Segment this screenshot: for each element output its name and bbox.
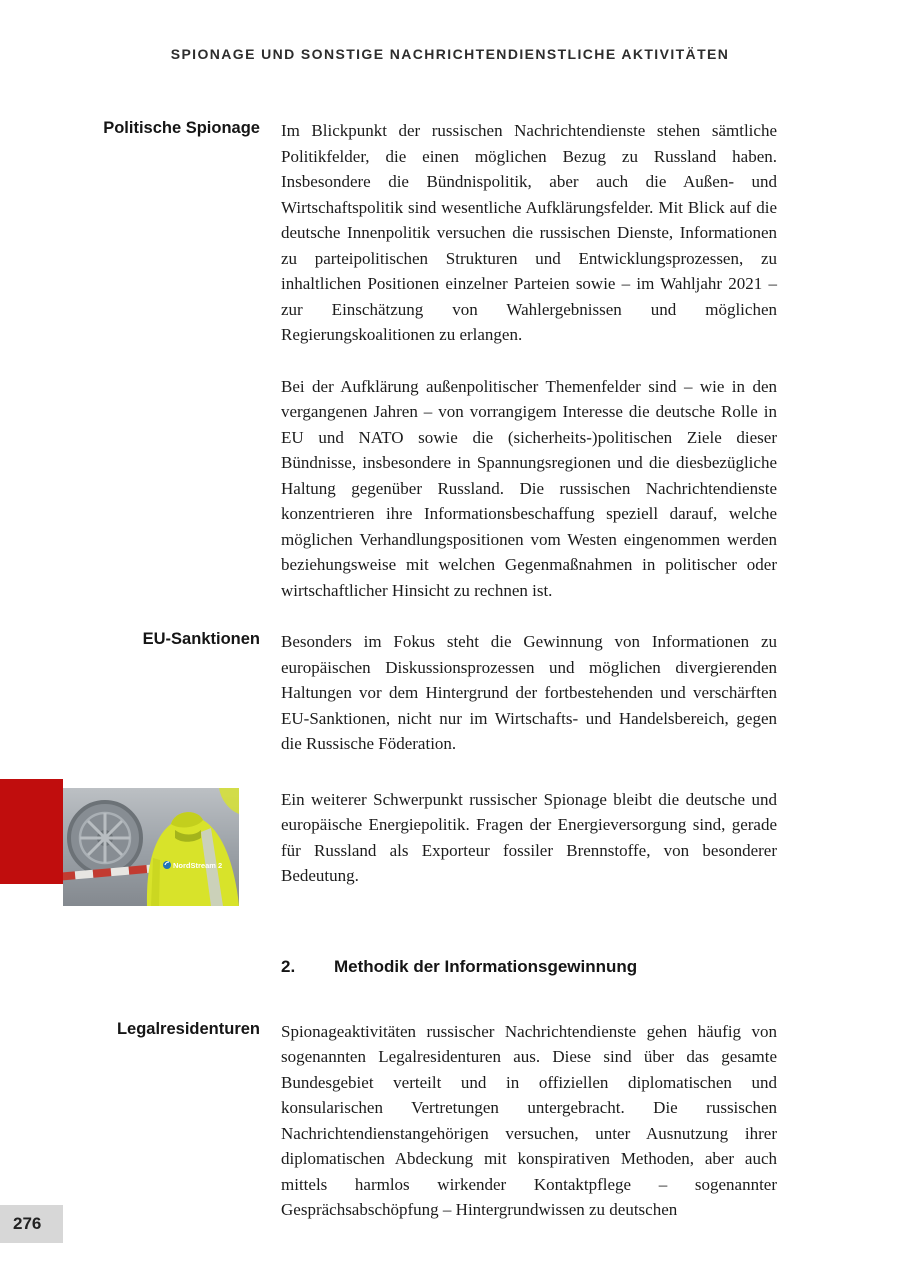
margin-label-legalresidenturen: Legalresidenturen xyxy=(116,1019,260,1038)
section-energiepolitik xyxy=(0,787,900,906)
section-title: Methodik der Informationsgewinnung xyxy=(334,956,638,976)
running-header: SPIONAGE UND SONSTIGE NACHRICHTENDIENSTLICHE AKTIVITÄTEN xyxy=(170,46,730,62)
paragraph: Im Blickpunkt der russischen Nachrichtendienste stehen sämtliche Politikfelder, die einen möglichen Bezug zu Russland haben. Insbesondere die Bündnispolitik, aber auch die Außen- und Wirtschaftspolitik sind wesentliche Aufklärungsfelder. Mit Blick auf die deutsche Innenpolitik versuchen die russischen Dienste, Informationen zu parteipolitischen Strukturen und Entwicklungsprozessen, zu inhaltlichen Positionen einzelner Parteien sowie – im Wahljahr 2021 – zur Einschätzung von Wahlergebnissen und möglichen Regierungskoalitionen zu erlangen. xyxy=(281,121,777,344)
section-number: 2. xyxy=(281,956,296,976)
section-heading-row xyxy=(0,954,900,979)
page-number-value: 276 xyxy=(13,1214,42,1233)
section-politische-spionage xyxy=(0,118,900,603)
nordstream2-photo xyxy=(63,788,239,906)
section-eu-sanktionen xyxy=(0,629,900,757)
chapter-edge-marker xyxy=(0,779,63,884)
jacket-logo-text: NordStream 2 xyxy=(173,860,223,870)
paragraph: Besonders im Fokus steht die Gewinnung von Informationen zu europäischen Diskussionsprozessen und möglichen divergierenden Haltungen vor dem Hintergrund der fortbestehenden und verschärften EU-Sanktionen, nicht nur im Wirtschafts- und Handelsbereich, gegen die Russische Föderation. xyxy=(281,632,777,753)
page-number xyxy=(0,1205,63,1243)
paragraph: Spionageaktivitäten russischer Nachrichtendienste gehen häufig von sogenannten Legalresidenturen aus. Diese sind über das gesamte Bundesgebiet verteilt und in offiziellen diplomatischen und konsularischen Vertretungen untergebracht. Die russischen Nachrichtendienstangehörigen versuchen, unter Ausnutzung ihrer diplomatischen Abdeckung mit konspirativen Methoden, aber auch mittels harmlos wirkender Kontaktpflege – sogenannter Gesprächsabschöpfung – Hintergrundwissen zu deutschen xyxy=(281,1021,777,1219)
section-legalresidenturen xyxy=(0,1019,900,1223)
page-content xyxy=(0,118,900,1223)
section-heading xyxy=(281,954,777,979)
margin-label-eu-sanktionen: EU-Sanktionen xyxy=(142,630,260,648)
paragraph: Bei der Aufklärung außenpolitischer Themenfelder sind – wie in den vergangenen Jahren – von vorrangigem Interesse die deutsche Rolle in EU und NATO sowie die (sicherheits-)politischen Ziele dieser Bündnisse, insbesondere in Spannungsregionen und die diesbezügliche Haltung gegenüber Russland. Die russischen Nachrichtendienste konzentrieren ihre Informationsbeschaffung speziell darauf, welche möglichen Verhandlungspositionen vom Westen eingenommen werden beziehungsweise mit welchen Gegenmaßnahmen in politischer oder wirtschaftlicher Hinsicht zu rechnen ist. xyxy=(281,376,777,600)
nordstream2-photo-graphic xyxy=(63,788,239,906)
margin-label-politische-spionage: Politische Spionage xyxy=(103,119,260,137)
paragraph: Ein weiterer Schwerpunkt russischer Spionage bleibt die deutsche und europäische Energiepolitik. Fragen der Energieversorgung sind, gerade für Russland als Exporteur fossiler Brennstoffe, von besonderer Bedeutung. xyxy=(281,789,777,885)
